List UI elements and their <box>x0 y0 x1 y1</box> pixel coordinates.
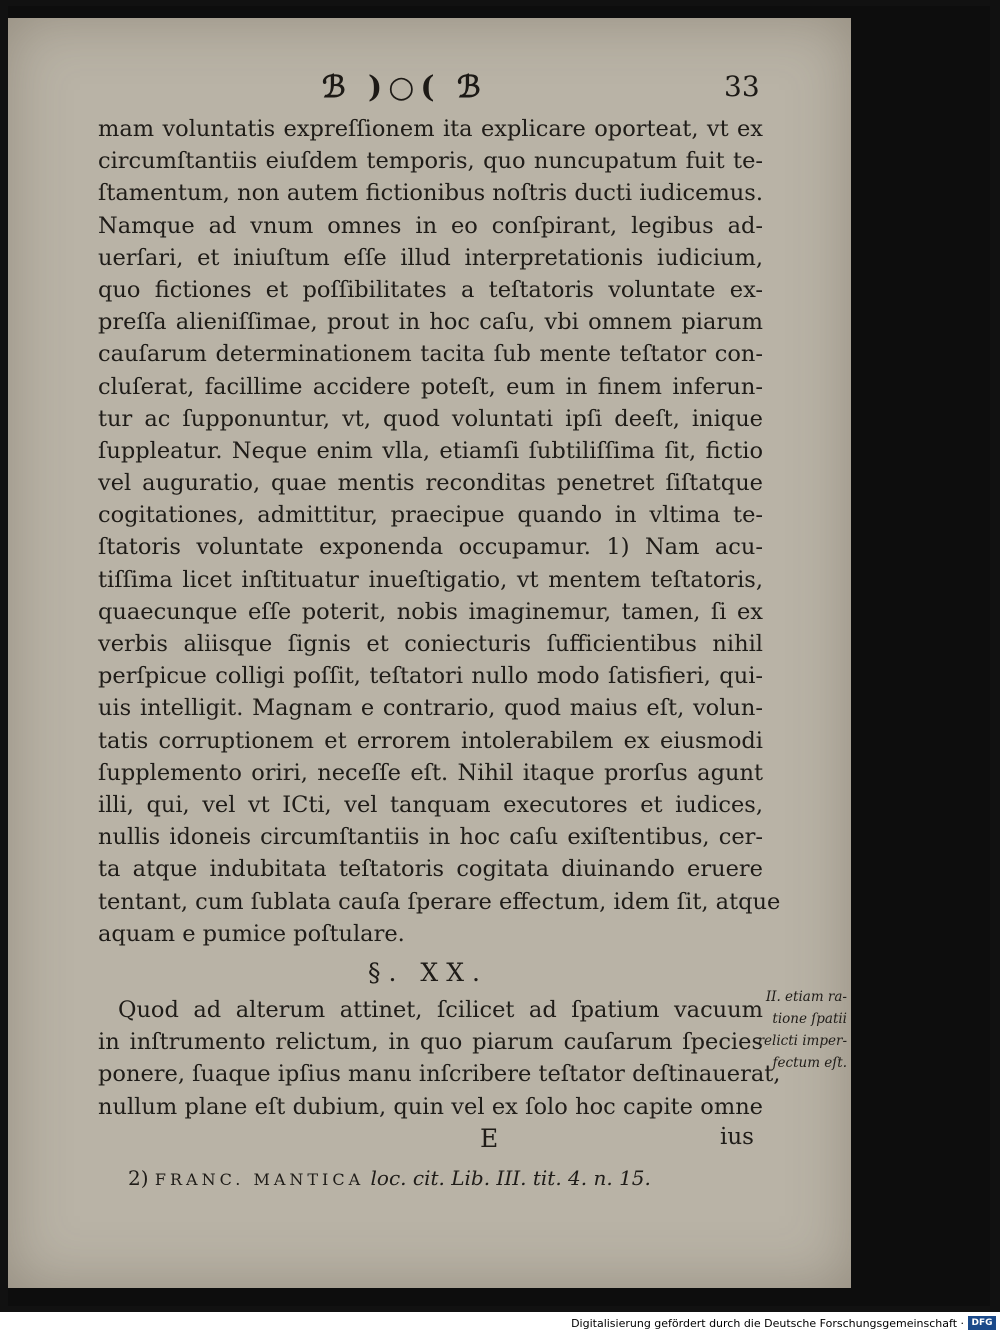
text-line: ponere, ſuaque ipſius manu inſcribere teſtator deſtinauerat, <box>98 1061 781 1088</box>
text-line: ſtatoris voluntate exponenda occupamur. 1) Nam acu- <box>98 534 763 561</box>
footnote <box>128 1166 651 1190</box>
text-line: quo fictiones et poſſibilitates a teſtatoris voluntate ex- <box>98 276 763 303</box>
text-line: cauſarum determinationem tacita ſub mente teſtator con- <box>98 341 763 368</box>
text-line: cogitationes, admittitur, praecipue quando in vltima te- <box>98 502 763 529</box>
text-line: uerſari, et iniuſtum eſſe illud interpretationis iudicium, <box>98 244 763 271</box>
catchword: ius <box>720 1124 754 1150</box>
paragraph-main <box>98 113 781 950</box>
page-number: 33 <box>724 70 760 103</box>
text-line: ſuppleatur. Neque enim vlla, etiamſi ſubtiliſſima ſit, fictio <box>98 437 763 464</box>
text-line: preſſa alieniſſimae, prout in hoc caſu, vbi omnem piarum <box>98 309 763 336</box>
digitization-credit: Digitalisierung gefördert durch die Deutsche Forschungsgemeinschaft · <box>571 1317 964 1330</box>
text-line: mam voluntatis expreſſionem ita explicare oporteat, vt ex <box>98 116 763 142</box>
text-line: tentant, cum ſublata cauſa ſperare effectum, idem ſit, atque <box>98 888 781 915</box>
text-line: in inſtrumento relictum, in quo piarum cauſarum ſpecies <box>98 1029 763 1056</box>
dfg-logo: DFG <box>968 1316 996 1330</box>
marginal-note-line: relicti imper- <box>757 1033 847 1049</box>
text-line: ſtamentum, non autem fictionibus noſtris ducti iudicemus. <box>98 180 763 207</box>
text-line: cluſerat, facillime accidere poteſt, eum in finem inferun- <box>98 373 763 400</box>
text-line: vel auguratio, quae mentis reconditas penetret ſiſtatque <box>98 470 763 497</box>
paragraph-section-xx <box>98 994 781 1123</box>
text-line: nullis idoneis circumſtantiis in hoc caſu exiſtentibus, cer- <box>98 824 763 851</box>
text-line: Quod ad alterum attinet, ſcilicet ad ſpatium vacuum <box>118 997 763 1023</box>
text-line: quaecunque eſſe poterit, nobis imaginemur, tamen, ſi ex <box>98 598 763 625</box>
marginal-note-line: fectum eſt. <box>772 1055 847 1071</box>
section-heading: §. XX. <box>368 958 488 987</box>
text-line: tur ac ſupponuntur, vt, quod voluntati ipſi deeſt, inique <box>98 405 763 432</box>
text-line: nullum plane eſt dubium, quin vel ex ſolo hoc capite omne <box>98 1093 763 1120</box>
text-line: Namque ad vnum omnes in eo conſpirant, legibus ad- <box>98 212 763 239</box>
marginal-note-line: II. etiam ra- <box>765 989 847 1005</box>
text-line: ta atque indubitata teſtatoris cogitata diuinando eruere <box>98 856 763 883</box>
text-line: circumſtantiis eiuſdem temporis, quo nuncupatum fuit te- <box>98 148 763 175</box>
text-line: ſupplemento oriri, neceſſe eſt. Nihil itaque prorſus agunt <box>98 759 763 786</box>
signature-mark: E <box>480 1124 499 1153</box>
text-line: illi, qui, vel vt ICti, vel tanquam executores et iudices, <box>98 791 763 818</box>
footnote-marker: 2) <box>128 1166 149 1190</box>
text-line: verbis aliisque ſignis et coniecturis ſufficientibus nihil <box>98 631 763 657</box>
footnote-citation: loc. cit. Lib. III. tit. 4. n. 15. <box>370 1166 651 1190</box>
header-ornament: ℬ )○( ℬ <box>322 70 487 105</box>
text-line: uis intelligit. Magnam e contrario, quod maius eſt, volun- <box>98 695 763 722</box>
marginal-note-line: tione ſpatii <box>772 1011 847 1027</box>
text-line: tiſſima licet inſtituatur inueſtigatio, vt mentem teſtatoris, <box>98 566 763 593</box>
text-line: perſpicue colligi poſſit, teſtatori nullo modo ſatisfieri, qui- <box>98 663 763 690</box>
marginal-note <box>757 986 847 1074</box>
text-line-last: aquam e pumice poſtulare. <box>98 920 405 947</box>
text-line: tatis corruptionem et errorem intolerabilem ex eiusmodi <box>98 727 763 754</box>
footnote-author: FRANC. MANTICA <box>154 1170 365 1189</box>
